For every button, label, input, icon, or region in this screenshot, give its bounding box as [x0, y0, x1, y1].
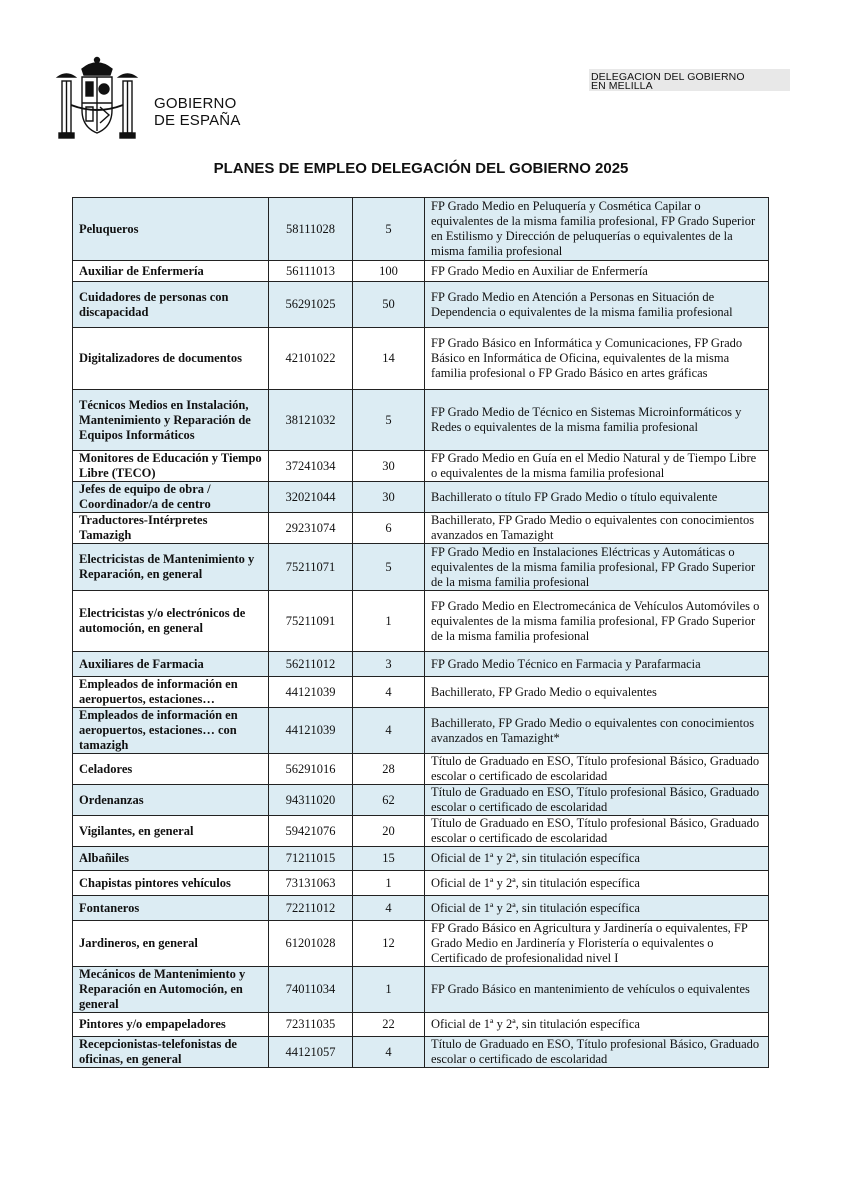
occupation-cell: Auxiliar de Enfermería [73, 261, 269, 282]
table-row [73, 1013, 769, 1037]
coat-of-arms-logo [52, 55, 142, 145]
gov-line-1: GOBIERNO [154, 95, 237, 112]
occupation-cell: Pintores y/o empapeladores [73, 1013, 269, 1037]
occupation-cell: Electricistas y/o electrónicos de automoción, en general [73, 591, 269, 652]
requirements-cell: FP Grado Básico en Agricultura y Jardinería o equivalentes, FP Grado Medio en Jardinería y Floristería o equivalentes o Certificado de profesionalidad nivel I [425, 921, 769, 967]
positions-cell: 1 [353, 967, 425, 1013]
code-cell: 61201028 [269, 921, 353, 967]
occupation-cell: Chapistas pintores vehículos [73, 871, 269, 896]
gov-line-2: DE ESPAÑA [154, 112, 241, 129]
table-row [73, 390, 769, 451]
positions-cell: 50 [353, 282, 425, 328]
code-cell: 74011034 [269, 967, 353, 1013]
requirements-cell: Oficial de 1ª y 2ª, sin titulación específica [425, 871, 769, 896]
positions-cell: 30 [353, 451, 425, 482]
table-row [73, 513, 769, 544]
table-row [73, 482, 769, 513]
delegation-line-2: EN MELILLA [591, 80, 653, 92]
requirements-cell: Bachillerato, FP Grado Medio o equivalentes con conocimientos avanzados en Tamazight* [425, 708, 769, 754]
code-cell: 75211091 [269, 591, 353, 652]
requirements-cell: FP Grado Básico en mantenimiento de vehículos o equivalentes [425, 967, 769, 1013]
table-row [73, 871, 769, 896]
code-cell: 58111028 [269, 198, 353, 261]
occupation-cell: Empleados de información en aeropuertos, estaciones… [73, 677, 269, 708]
code-cell: 44121039 [269, 677, 353, 708]
code-cell: 72211012 [269, 896, 353, 921]
requirements-cell: Título de Graduado en ESO, Título profesional Básico, Graduado escolar o certificado de escolaridad [425, 754, 769, 785]
code-cell: 32021044 [269, 482, 353, 513]
occupation-cell: Cuidadores de personas con discapacidad [73, 282, 269, 328]
table-row [73, 198, 769, 261]
positions-cell: 100 [353, 261, 425, 282]
table-row [73, 896, 769, 921]
code-cell: 29231074 [269, 513, 353, 544]
requirements-cell: Oficial de 1ª y 2ª, sin titulación específica [425, 896, 769, 921]
code-cell: 59421076 [269, 816, 353, 847]
occupation-cell: Recepcionistas-telefonistas de oficinas, en general [73, 1037, 269, 1068]
requirements-cell: Oficial de 1ª y 2ª, sin titulación específica [425, 1013, 769, 1037]
requirements-cell: Bachillerato, FP Grado Medio o equivalentes [425, 677, 769, 708]
occupation-cell: Traductores-Intérpretes Tamazigh [73, 513, 269, 544]
code-cell: 73131063 [269, 871, 353, 896]
table-row [73, 451, 769, 482]
table-row [73, 785, 769, 816]
table-row [73, 967, 769, 1013]
code-cell: 44121057 [269, 1037, 353, 1068]
table-row [73, 544, 769, 591]
positions-cell: 30 [353, 482, 425, 513]
positions-cell: 28 [353, 754, 425, 785]
table-row [73, 847, 769, 871]
occupation-cell: Empleados de información en aeropuertos, estaciones… con tamazigh [73, 708, 269, 754]
positions-cell: 22 [353, 1013, 425, 1037]
table-row [73, 591, 769, 652]
code-cell: 44121039 [269, 708, 353, 754]
positions-cell: 62 [353, 785, 425, 816]
table-row [73, 708, 769, 754]
requirements-cell: FP Grado Medio en Peluquería y Cosmética Capilar o equivalentes de la misma familia profesional, FP Grado Superior en Estilismo y Dirección de peluquerías o equivalentes de la misma familia profesional [425, 198, 769, 261]
positions-cell: 5 [353, 544, 425, 591]
table-row [73, 282, 769, 328]
table-row [73, 1037, 769, 1068]
requirements-cell: FP Grado Medio de Técnico en Sistemas Microinformáticos y Redes o equivalentes de la misma familia profesional [425, 390, 769, 451]
requirements-cell: Bachillerato, FP Grado Medio o equivalentes con conocimientos avanzados en Tamazight [425, 513, 769, 544]
code-cell: 56291016 [269, 754, 353, 785]
occupation-cell: Técnicos Medios en Instalación, Mantenimiento y Reparación de Equipos Informáticos [73, 390, 269, 451]
code-cell: 42101022 [269, 328, 353, 390]
requirements-cell: FP Grado Medio en Electromecánica de Vehículos Automóviles o equivalentes de la misma familia profesional, FP Grado Superior de la misma familia profesional [425, 591, 769, 652]
positions-cell: 5 [353, 390, 425, 451]
occupation-cell: Jardineros, en general [73, 921, 269, 967]
occupation-cell: Jefes de equipo de obra / Coordinador/a de centro [73, 482, 269, 513]
occupation-cell: Monitores de Educación y Tiempo Libre (TECO) [73, 451, 269, 482]
occupation-cell: Digitalizadores de documentos [73, 328, 269, 390]
positions-cell: 4 [353, 708, 425, 754]
table-row [73, 652, 769, 677]
occupation-cell: Albañiles [73, 847, 269, 871]
positions-cell: 12 [353, 921, 425, 967]
positions-cell: 4 [353, 896, 425, 921]
occupation-cell: Auxiliares de Farmacia [73, 652, 269, 677]
code-cell: 56211012 [269, 652, 353, 677]
code-cell: 56111013 [269, 261, 353, 282]
occupation-cell: Electricistas de Mantenimiento y Reparación, en general [73, 544, 269, 591]
requirements-cell: Título de Graduado en ESO, Título profesional Básico, Graduado escolar o certificado de escolaridad [425, 785, 769, 816]
requirements-cell: FP Grado Medio Técnico en Farmacia y Parafarmacia [425, 652, 769, 677]
occupation-cell: Mecánicos de Mantenimiento y Reparación en Automoción, en general [73, 967, 269, 1013]
positions-cell: 4 [353, 677, 425, 708]
occupation-cell: Ordenanzas [73, 785, 269, 816]
occupation-cell: Peluqueros [73, 198, 269, 261]
table-row [73, 921, 769, 967]
occupation-cell: Celadores [73, 754, 269, 785]
code-cell: 94311020 [269, 785, 353, 816]
table-row [73, 328, 769, 390]
code-cell: 56291025 [269, 282, 353, 328]
code-cell: 37241034 [269, 451, 353, 482]
delegation-line-1: DELEGACION DEL GOBIERNO [591, 71, 745, 83]
table-row [73, 754, 769, 785]
page-header [0, 0, 842, 150]
positions-cell: 1 [353, 871, 425, 896]
code-cell: 72311035 [269, 1013, 353, 1037]
occupation-cell: Vigilantes, en general [73, 816, 269, 847]
positions-cell: 15 [353, 847, 425, 871]
code-cell: 38121032 [269, 390, 353, 451]
requirements-cell: Oficial de 1ª y 2ª, sin titulación específica [425, 847, 769, 871]
requirements-cell: FP Grado Básico en Informática y Comunicaciones, FP Grado Básico en Informática de Oficina, equivalentes de la misma familia profesional o FP Grado Básico en artes gráficas [425, 328, 769, 390]
table-row [73, 261, 769, 282]
code-cell: 75211071 [269, 544, 353, 591]
positions-cell: 5 [353, 198, 425, 261]
positions-cell: 1 [353, 591, 425, 652]
requirements-cell: FP Grado Medio en Auxiliar de Enfermería [425, 261, 769, 282]
requirements-cell: Título de Graduado en ESO, Título profesional Básico, Graduado escolar o certificado de escolaridad [425, 816, 769, 847]
positions-cell: 3 [353, 652, 425, 677]
requirements-cell: Título de Graduado en ESO, Título profesional Básico, Graduado escolar o certificado de escolaridad [425, 1037, 769, 1068]
requirements-cell: FP Grado Medio en Guía en el Medio Natural y de Tiempo Libre o equivalentes de la misma familia profesional [425, 451, 769, 482]
code-cell: 71211015 [269, 847, 353, 871]
employment-plans-table [72, 197, 769, 1068]
page-title: PLANES DE EMPLEO DELEGACIÓN DEL GOBIERNO 2025 [213, 160, 629, 177]
government-name [154, 95, 241, 129]
table-body [73, 198, 769, 1068]
positions-cell: 14 [353, 328, 425, 390]
requirements-cell: FP Grado Medio en Atención a Personas en Situación de Dependencia o equivalentes de la misma familia profesional [425, 282, 769, 328]
positions-cell: 20 [353, 816, 425, 847]
positions-cell: 6 [353, 513, 425, 544]
delegation-label [589, 69, 790, 91]
table-row [73, 677, 769, 708]
table-row [73, 816, 769, 847]
requirements-cell: Bachillerato o título FP Grado Medio o título equivalente [425, 482, 769, 513]
occupation-cell: Fontaneros [73, 896, 269, 921]
positions-cell: 4 [353, 1037, 425, 1068]
requirements-cell: FP Grado Medio en Instalaciones Eléctricas y Automáticas o equivalentes de la misma familia profesional, FP Grado Superior de la misma familia profesional [425, 544, 769, 591]
